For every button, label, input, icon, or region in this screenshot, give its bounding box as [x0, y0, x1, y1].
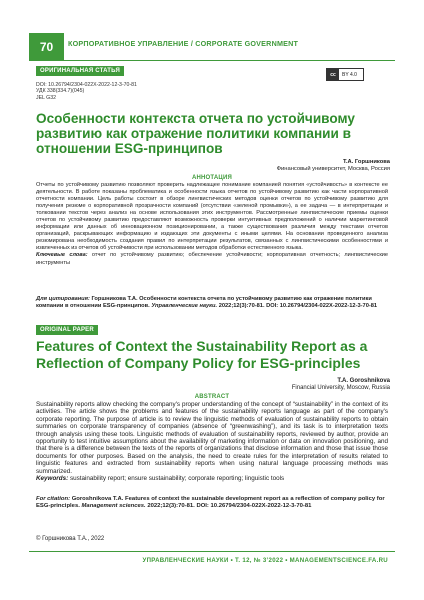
citation-journal-en: Management sciences. [81, 503, 146, 510]
keywords-label-ru: Ключевые слова: [36, 252, 88, 259]
cc-icon: cc [327, 69, 339, 80]
article-type-label-ru: ОРИГИНАЛЬНАЯ СТАТЬЯ [36, 66, 124, 76]
citation-journal-ru: Управленческие науки. [151, 303, 218, 310]
header-divider [29, 60, 395, 61]
license-text: BY 4.0 [342, 71, 357, 78]
author-name-en: T.A. Goroshnikova [337, 378, 390, 384]
keywords-ru: отчет по устойчивому развитию; обеспечение устойчивости; корпоративная отчетность; лингвистические инструменты [36, 252, 389, 266]
citation-text-ru: Горшникова Т.А. Особенности контекста отчета по устойчивому развитию как отражение политики компании в отношении ESG-принципов. [36, 296, 372, 310]
license-badge[interactable] [326, 68, 364, 81]
abstract-text-ru: Отчеты по устойчивому развитию позволяют проверить надлежащее понимание компанией понятия «устойчивость» в контексте ее деятельности. В работе показаны проблематика и особенности языка отчетов по устойчивому развитию как части корпоративной отчетности компании. Цель работы состоит в обзоре лингвистических методов оценки отчетов по устойчивому развитию для получения резюме о корпоративной прозрачности компаний (отсутствии «зеленой промывки»), а ее задача — в интерпретации и толковании текстов через анализ на основе использования этих инструментов. Рассмотренные лингвистические приемы оценки отчетов по устойчивому развитию предоставляют возможность проверки интуитивных предположений о наличии маркетинговой информации или данных об инновационном позиционировании, а также существования различия между текстами отчетов организаций, раскрывающих информацию и издающих эти документы с иными целями. На основании проведенного анализа резюмирована необходимость создания правил по интерпретации результатов, связанных с лингвистическими особенностями и извлеченных из отчетов об устойчивости при использовании методов обработки естественного языка. [36, 182, 388, 252]
author-affiliation-ru: Финансовый университет, Москва, Россия [276, 166, 390, 172]
author-affiliation-en: Financial University, Moscow, Russia [291, 385, 390, 392]
doi[interactable]: DOI: 10.26794/2304-022X-2022-12-3-70-81 [36, 82, 137, 88]
citation-tail-en: 2022;12(3):70-81. DOI: 10.26794/2304-022X-2022-12-3-70-81 [147, 503, 312, 510]
abstract-heading-ru: АННОТАЦИЯ [191, 175, 233, 181]
udk: УДК 338(334.7)(045) [36, 88, 85, 95]
footer-divider [29, 551, 395, 552]
abstract-heading-en: ABSTRACT [194, 394, 230, 400]
citation-label-en: For citation: [36, 496, 71, 502]
citation-label-ru: Для цитирования: [36, 296, 90, 302]
abstract-text-en: Sustainability reports allow checking the company's proper understanding of the concept of “sustainability” in the context of its activities. The article shows the problems and features of the sustainability reports language as part of the company's corporate reporting. The purpose of article is to review the linguistic methods of evaluation of sustainability reports to obtain summaries on corporate transparency of companies (absence of “greenwashing”), and its task is to interpretation texts through analysis using these tools. Linguistic methods of evaluation of sustainability reports, reviewed by author, provide an opportunity to test intuitive assumptions about the availability of marketing information or data on innovation positioning, and that there is a difference between the texts of the reports of organizations that disclose information and those that issue those documents for other purposes. Based on the analysis, the need to create rules for the interpretation of results related to linguistic features and extracted from sustainability reports when using natural language processing methods was summarized. [36, 401, 388, 475]
article-meta [36, 82, 137, 101]
keywords-label-en: Keywords: [36, 475, 69, 483]
article-title-en: Features of Context the Sustainability Report as a Reflection of Company Policy for ESG-principles [36, 338, 368, 371]
section-title: КОРПОРАТИВНОЕ УПРАВЛЕНИЕ / CORPORATE GOVERNMENT [68, 39, 299, 48]
copyright: © Горшникова Т.А., 2022 [36, 536, 105, 542]
abstract-ru [36, 182, 388, 267]
citation-en [36, 496, 388, 511]
article-title-ru: Особенности контекста отчета по устойчивому развитию как отражение политики компании в отношении ESG-принципов [36, 111, 355, 157]
abstract-en [36, 401, 388, 482]
keywords-en: sustainability report; ensure sustainability; corporate reporting; linguistic tools [69, 475, 285, 483]
author-block-ru [277, 159, 390, 173]
author-block-en [292, 378, 390, 392]
author-name-ru: Т.А. Горшникова [343, 159, 390, 165]
citation-text-en: Goroshnikova T.A. Features of context the sustainable development report as a reflection of company policy for ESG-principles. [36, 496, 385, 510]
citation-tail-ru: 2022;12(3):70-81. DOI: 10.26794/2304-022X-2022-12-3-70-81 [218, 303, 378, 310]
article-type-label-en: ORIGINAL PAPER [36, 325, 98, 335]
citation-ru [36, 296, 388, 310]
journal-footer[interactable]: УПРАВЛЕНЧЕСКИЕ НАУКИ • Т. 12, № 3’2022 • MANAGEMENTSCIENCE.FA.RU [142, 557, 388, 564]
jel: JEL G32 [36, 94, 56, 101]
page-number: 70 [29, 33, 64, 61]
